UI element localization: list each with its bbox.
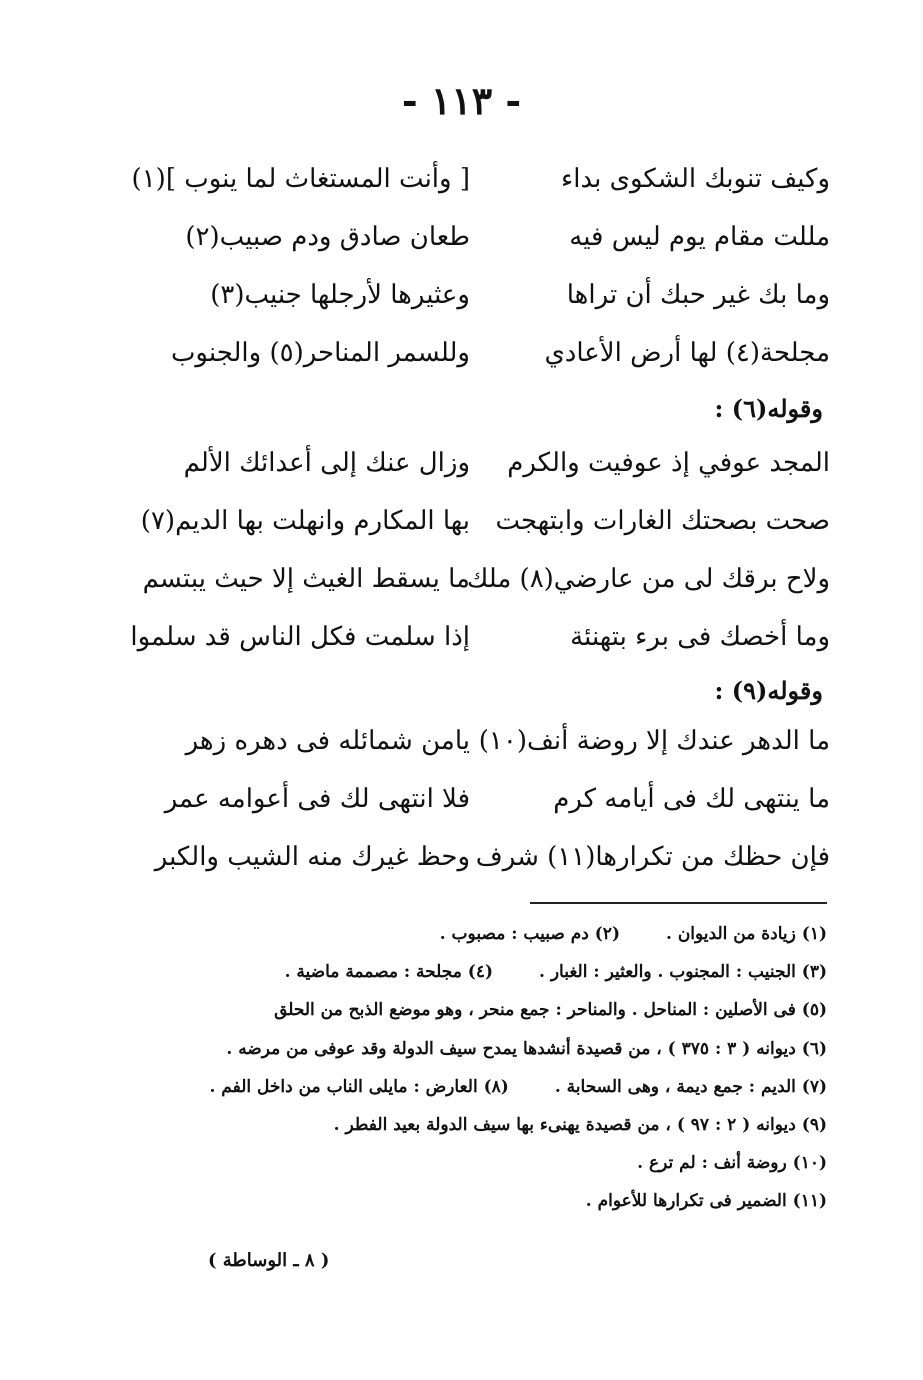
page-number: - ١١٣ - (401, 78, 522, 123)
verse-first-hemistich: وما أخصك فى برء بتهنئة (570, 622, 830, 652)
verse-first-hemistich: مللت مقام يوم ليس فيه (569, 222, 830, 252)
verse-line (170, 266, 830, 324)
footnote-row (187, 1144, 827, 1182)
verse-first-hemistich: المجد عوفي إذ عوفيت والكرم (507, 448, 830, 478)
verse-line (131, 150, 830, 208)
footnotes (187, 915, 827, 1221)
footnote-divider (530, 902, 827, 904)
verse-second-hemistich: [ وأنت المستغاث لما ينوب ](١) (131, 164, 470, 194)
poem-section-3 (154, 712, 830, 886)
verse-first-hemistich: فإن حظك من تكرارها(١١) شرف (475, 842, 830, 872)
verse-line (170, 434, 830, 492)
section-intro: وقوله(٩) : (714, 676, 823, 705)
signature-mark: ( ٨ ـ الوساطة ) (208, 1250, 330, 1271)
verse-line (154, 828, 830, 886)
footnote-row (187, 1068, 827, 1106)
footnote-row (187, 1106, 827, 1144)
verse-first-hemistich: صحت بصحتك الغارات وابتهجت (495, 506, 830, 536)
footnote-row (187, 1182, 827, 1220)
footnote: (٣) الجنيب : المجنوب . والعثير : الغبار . (539, 962, 827, 983)
verse-second-hemistich: وعثيرها لأرجلها جنيب(٣) (210, 280, 470, 310)
footnote: (٢) دم صبيب : مصبوب . (439, 924, 620, 944)
footnote-row (187, 991, 827, 1029)
footnote: (٩) ديوانه ( ٢ : ٩٧ ) ، من قصيدة يهنىء بها سيف الدولة بعيد الفطر . (333, 1115, 827, 1136)
footnote: (٨) العارض : مايلى الناب من داخل الفم . (209, 1076, 509, 1097)
footnote: (١١) الضمير فى تكرارها للأعوام . (585, 1191, 827, 1212)
footnote-row (187, 915, 827, 953)
verse-line (170, 324, 830, 382)
footnote: (٦) ديوانه ( ٣ : ٣٧٥ ) ، من قصيدة أنشدها يمدح سيف الدولة وقد عوفى من مرضه . (226, 1038, 827, 1059)
verse-line (170, 208, 830, 266)
verse-first-hemistich: ما ينتهى لك فى أيامه كرم (553, 784, 830, 814)
poem-section-1 (131, 150, 830, 382)
verse-second-hemistich: إذا سلمت فكل الناس قد سلموا (130, 622, 470, 652)
verse-line (142, 550, 830, 608)
verse-line (130, 608, 830, 666)
verse-line (140, 492, 830, 550)
poem-section-2 (130, 434, 830, 666)
verse-second-hemistich: طعان صادق ودم صبيب(٢) (185, 222, 470, 252)
footnote: (٤) مجلحة : مصممة ماضية . (284, 962, 493, 983)
verse-line (170, 712, 830, 770)
verse-first-hemistich: مجلحة(٤) لها أرض الأعادي (544, 338, 830, 368)
verse-first-hemistich: ولاح برقك لى من عارضي(٨) ملك (466, 564, 830, 594)
footnote: (١) زيادة من الديوان . (665, 924, 827, 944)
footnote: (٥) فى الأصلين : المناحل . والمناحر : جمع منحر ، وهو موضع الذبح من الحلق (274, 1000, 827, 1021)
footnote: (٧) الديم : جمع ديمة ، وهى السحابة . (554, 1076, 827, 1097)
verse-first-hemistich: وكيف تنوبك الشكوى بداء (561, 164, 830, 194)
footnote-row (187, 1030, 827, 1068)
verse-first-hemistich: وما بك غير حبك أن تراها (566, 280, 830, 310)
verse-line (164, 770, 830, 828)
verse-second-hemistich: يامن شمائله فى دهره زهر (185, 726, 470, 756)
footnote-row (187, 953, 827, 991)
footnote: (١٠) روضة أنف : لم ترع . (637, 1153, 827, 1174)
verse-second-hemistich: وللسمر المناحر(٥) والجنوب (170, 338, 470, 368)
verse-second-hemistich: بها المكارم وانهلت بها الديم(٧) (140, 506, 470, 536)
verse-second-hemistich: وزال عنك إلى أعدائك الألم (183, 448, 470, 478)
verse-first-hemistich: ما الدهر عندك إلا روضة أنف(١٠) (478, 726, 830, 756)
verse-second-hemistich: فلا انتهى لك فى أعوامه عمر (164, 784, 470, 814)
verse-second-hemistich: ما يسقط الغيث إلا حيث يبتسم (142, 564, 470, 594)
section-intro: وقوله(٦) : (714, 394, 823, 423)
verse-second-hemistich: وحظ غيرك منه الشيب والكبر (154, 842, 470, 872)
